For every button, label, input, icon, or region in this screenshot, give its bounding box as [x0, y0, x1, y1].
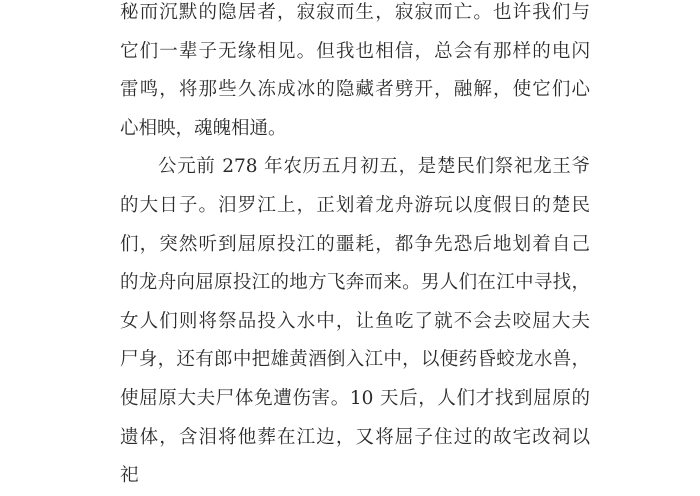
text-line: 遗体，含泪将他葬在江边，又将屈子住过的故宅改祠以 — [120, 426, 590, 448]
paragraph-1 — [120, 0, 590, 148]
text-line: 它们一辈子无缘相见。但我也相信，总会有那样的电闪 — [120, 40, 590, 62]
document-body-text — [120, 0, 590, 496]
text-line: 公元前 278 年农历五月初五，是楚民们祭祀龙王爷 — [158, 156, 590, 178]
text-line: 尸身，还有郎中把雄黄酒倒入江中，以便药昏蛟龙水兽， — [120, 349, 590, 371]
text-line: 使屈原大夫尸体免遭伤害。10 天后，人们才找到屈原的 — [120, 387, 590, 409]
text-line: 雷鸣，将那些久冻成冰的隐藏者劈开，融解，使它们心 — [120, 79, 590, 101]
text-line: 女人们则将祭品投入水中，让鱼吃了就不会去咬屈大夫 — [120, 310, 590, 332]
text-line: 的大日子。汨罗江上，正划着龙舟游玩以度假日的楚民 — [120, 194, 590, 216]
text-line: 们，突然听到屈原投江的噩耗，都争先恐后地划着自己 — [120, 233, 590, 255]
paragraph-2 — [120, 148, 590, 495]
text-line: 的龙舟向屈原投江的地方飞奔而来。男人们在江中寻找， — [120, 272, 590, 294]
text-line: 秘而沉默的隐居者，寂寂而生，寂寂而亡。也许我们与 — [120, 2, 590, 23]
text-line: 祀 — [120, 465, 139, 487]
text-line: 心相映，魂魄相通。 — [120, 117, 287, 139]
